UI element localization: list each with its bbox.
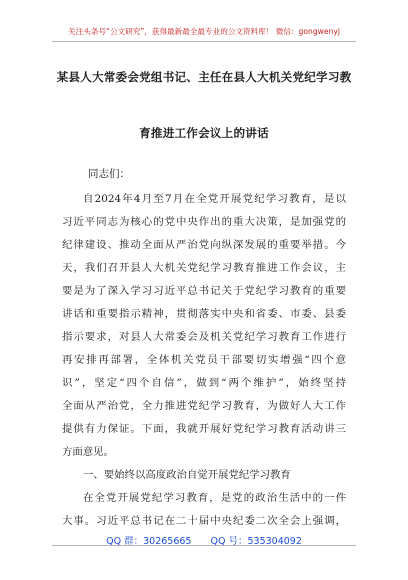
body-line: 全面从严治党，全力推进党纪学习教育，为做好人大工作 — [62, 400, 346, 412]
body-line: 习近平同志为核心的党中央作出的重大决策，是加强党的 — [62, 216, 346, 228]
document-title-line-1: 某县人大常委会党组书记、主任在县人大机关党纪学习教 — [56, 70, 352, 84]
qq-group: QQ 群：30265665 — [106, 536, 192, 547]
body-line: 要是为了深入学习习近平总书记关于党纪学习教育的重要 — [62, 285, 346, 297]
body-line: 天，我们召开县人大机关党纪学习教育推进工作会议，主 — [62, 262, 346, 274]
greeting: 同志们： — [88, 168, 130, 180]
body-line: 自2024年4月至7月在全党开展党纪学习教育，是以 — [83, 193, 346, 205]
body-line: 方面意见。 — [62, 446, 114, 458]
body-line: 再安排再部署，全体机关党员干部要切实增强“四个意 — [62, 354, 346, 366]
body-line: 指示要求，对县人大常委会及机关党纪学习教育工作进行 — [62, 331, 346, 343]
footer-divider — [52, 545, 356, 546]
body-line: 在全党开展党纪学习教育，是党的政治生活中的一件 — [83, 492, 346, 504]
header-divider — [52, 41, 356, 42]
body-line: 讲话和重要指示精神，贯彻落实中央和省委、市委、县委 — [62, 308, 346, 320]
body-line: 识”，坚定“四个自信”，做到“两个维护”，始终坚持 — [62, 377, 346, 389]
body-line: 提供有力保证。下面，我就开展好党纪学习教育活动讲三 — [62, 423, 346, 435]
body-line: 大事。习近平总书记在二十届中央纪委二次全会上强调， — [62, 515, 346, 527]
document-title-line-2: 育推进工作会议上的讲话 — [139, 126, 269, 140]
qq-number: QQ 号：535304092 — [210, 536, 302, 547]
body-line: 纪律建设、推动全面从严治党向纵深发展的重要举措。今 — [62, 239, 346, 251]
section-heading: 一、要始终以高度政治自觉开展党纪学习教育 — [83, 469, 291, 481]
header-banner: 关注头条号“公文研究”，获得最新最全最专业的公文资料库！ 微信：gongwenyj — [68, 27, 340, 36]
